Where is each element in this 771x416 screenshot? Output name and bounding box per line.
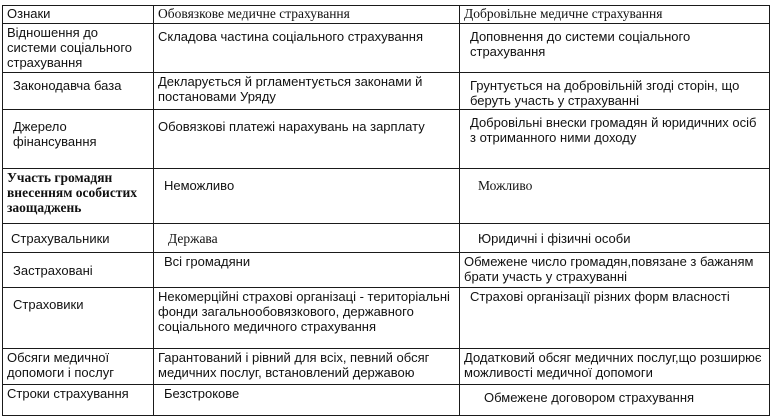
voluntary-cell: Грунтується на добровільній згоді сторін, що беруть участь у страхуванні <box>460 73 770 110</box>
feature-cell: Страховики <box>3 288 154 349</box>
header-feature: Ознаки <box>3 6 154 24</box>
feature-cell: Застраховані <box>3 253 154 288</box>
table-row <box>3 288 770 349</box>
table-row <box>3 24 770 73</box>
feature-cell: Страхувальники <box>3 224 154 253</box>
feature-cell: Участь громадян внесенням особистих заощаджень <box>3 169 154 224</box>
voluntary-cell: Юридичні і фізичні особи <box>460 224 770 253</box>
table-row <box>3 385 770 416</box>
mandatory-cell: Складова частина соціального страхування <box>154 24 460 73</box>
mandatory-cell: Держава <box>154 224 460 253</box>
mandatory-cell: Некомерційні страхові організаці - територіальні фонди загальнообовязкового, державного соціального медичного страхування <box>154 288 460 349</box>
voluntary-cell: Страхові організації різних форм власності <box>460 288 770 349</box>
feature-cell: Джерело фінансування <box>3 110 154 169</box>
table-row <box>3 224 770 253</box>
voluntary-cell: Доповнення до системи соціального страхування <box>460 24 770 73</box>
table-row <box>3 253 770 288</box>
mandatory-cell: Декларується й ргламентується законами й постановами Уряду <box>154 73 460 110</box>
mandatory-cell: Обовязкові платежі нарахувань на зарплату <box>154 110 460 169</box>
table-row <box>3 73 770 110</box>
header-voluntary: Добровільне медичне страхування <box>460 6 770 24</box>
header-row <box>3 6 770 24</box>
mandatory-cell: Гарантований і рівний для всіх, певний обсяг медичних послуг, встановлений державою <box>154 349 460 385</box>
mandatory-cell: Безстрокове <box>154 385 460 416</box>
feature-cell: Строки страхування <box>3 385 154 416</box>
mandatory-cell: Всі громадяни <box>154 253 460 288</box>
feature-cell: Відношення до системи соціального страхування <box>3 24 154 73</box>
mandatory-cell: Неможливо <box>154 169 460 224</box>
voluntary-cell: Можливо <box>460 169 770 224</box>
feature-cell: Обсяги медичної допомоги і послуг <box>3 349 154 385</box>
voluntary-cell: Обмежене договором страхування <box>460 385 770 416</box>
header-mandatory: Обовязкове медичне страхування <box>154 6 460 24</box>
feature-cell: Законодавча база <box>3 73 154 110</box>
table-row <box>3 110 770 169</box>
comparison-table <box>2 5 770 416</box>
voluntary-cell: Добровільні внески громадян й юридичних осіб з отриманного ними доходу <box>460 110 770 169</box>
voluntary-cell: Додатковий обсяг медичних послуг,що розширює можливості медичної допомоги <box>460 349 770 385</box>
voluntary-cell: Обмежене число громадян,повязане з бажаням брати участь у страхуванні <box>460 253 770 288</box>
table-row <box>3 169 770 224</box>
table-row <box>3 349 770 385</box>
